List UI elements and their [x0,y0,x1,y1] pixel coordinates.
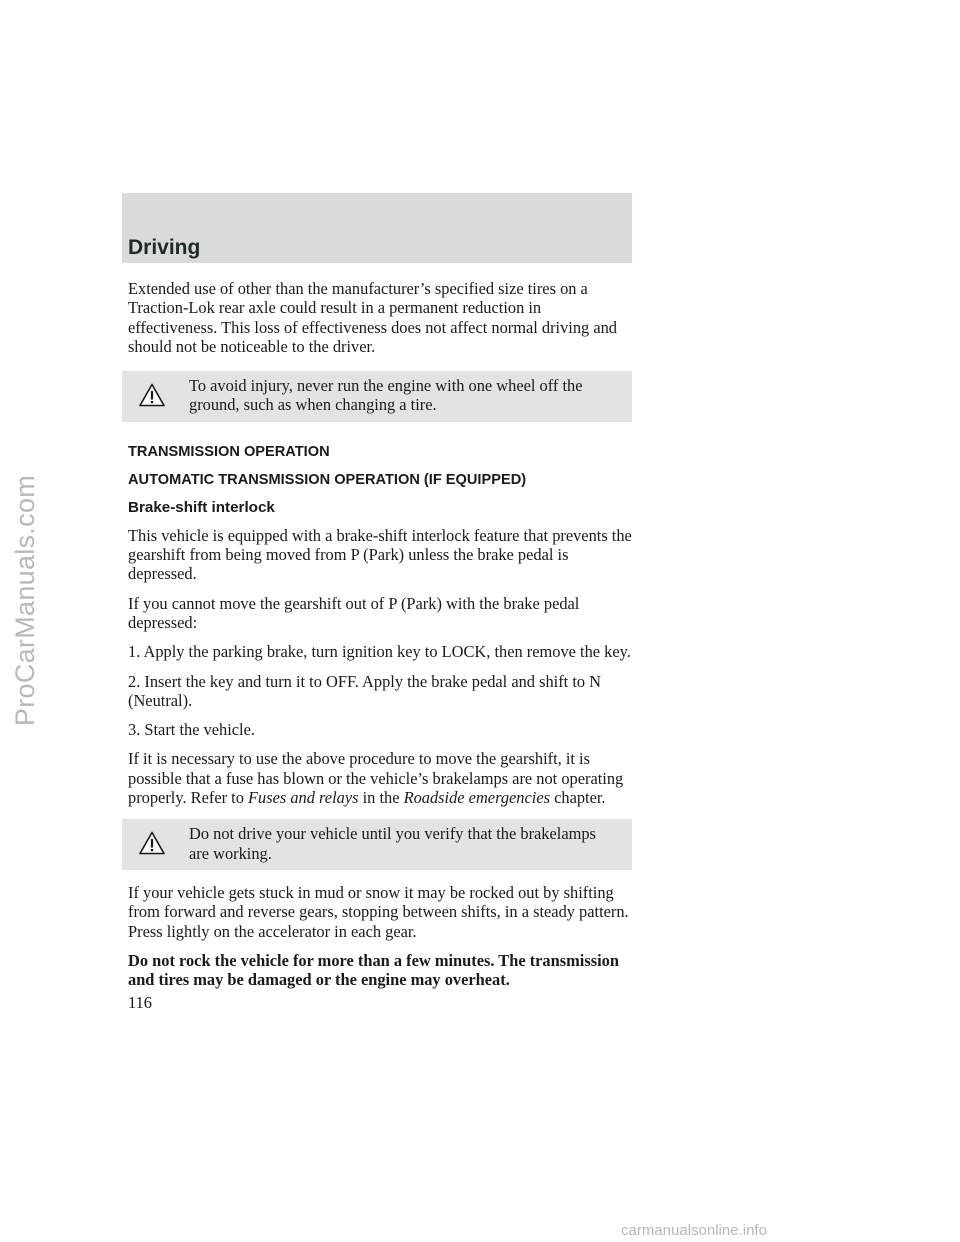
fuse-text-2: in the [362,788,400,808]
fuses-relays-reference: Fuses and relays [248,788,359,808]
page-content [128,279,632,999]
paragraph-tire-size: Extended use of other than the manufacturer’s specified size tires on a Traction-Lok rear axle could result in a permanent reduction in effectiveness. This loss of effectiveness does not affect normal driving and should not be noticeable to the driver. [128,279,618,356]
side-watermark-text: ProCarManuals.com [10,474,41,726]
roadside-emergencies-reference: Roadside emergencies [403,788,550,808]
warning-text: Do not drive your vehicle until you verify that the brakelamps are working. [189,824,596,863]
page-number: 116 [128,993,152,1012]
paragraph-interlock-description: This vehicle is equipped with a brake-shift interlock feature that prevents the gearshift from being moved from P (Park) unless the brake pedal is depressed. [128,525,632,584]
paragraph-rocking-caution: Do not rock the vehicle for more than a few minutes. The transmission and tires may be damaged or the engine may overheat. [128,950,619,990]
section-title: Driving [128,236,201,259]
warning-text: To avoid injury, never run the engine with one wheel off the ground, such as when changing a tire. [189,376,583,415]
list-item-step-2: 2. Insert the key and turn it to OFF. Apply the brake pedal and shift to N (Neutral). [128,671,602,710]
warning-triangle-icon [139,831,165,855]
list-item-step-1: 1. Apply the parking brake, turn ignition key to LOCK, then remove the key. [128,642,631,662]
heading-transmission-operation: TRANSMISSION OPERATION [128,443,330,460]
list-item-step-3: 3. Start the vehicle. [128,720,255,740]
warning-box [122,371,632,422]
paragraph-rocking-vehicle: If your vehicle gets stuck in mud or snow it may be rocked out by shifting from forward and reverse gears, stopping between shifts, in a steady pattern. Press lightly on the accelerator in each gear. [128,882,629,941]
heading-brake-shift-interlock: Brake-shift interlock [128,498,275,516]
paragraph-cannot-move: If you cannot move the gearshift out of P (Park) with the brake pedal depressed: [128,593,580,632]
paragraph-fuse-reference [128,749,632,807]
bottom-watermark: carmanualsonline.info [621,1222,767,1239]
warning-box [122,819,632,870]
fuse-text-3: chapter. [554,788,606,808]
heading-automatic-transmission: AUTOMATIC TRANSMISSION OPERATION (IF EQUIPPED) [128,471,527,488]
side-watermark [4,360,48,840]
warning-triangle-icon [139,383,165,407]
fuse-text-1: If it is necessary to use the above procedure to move the gearshift, it is possible that a fuse has blown or the vehicle’s brakelamps are not operating properly. Refer to [128,749,624,808]
